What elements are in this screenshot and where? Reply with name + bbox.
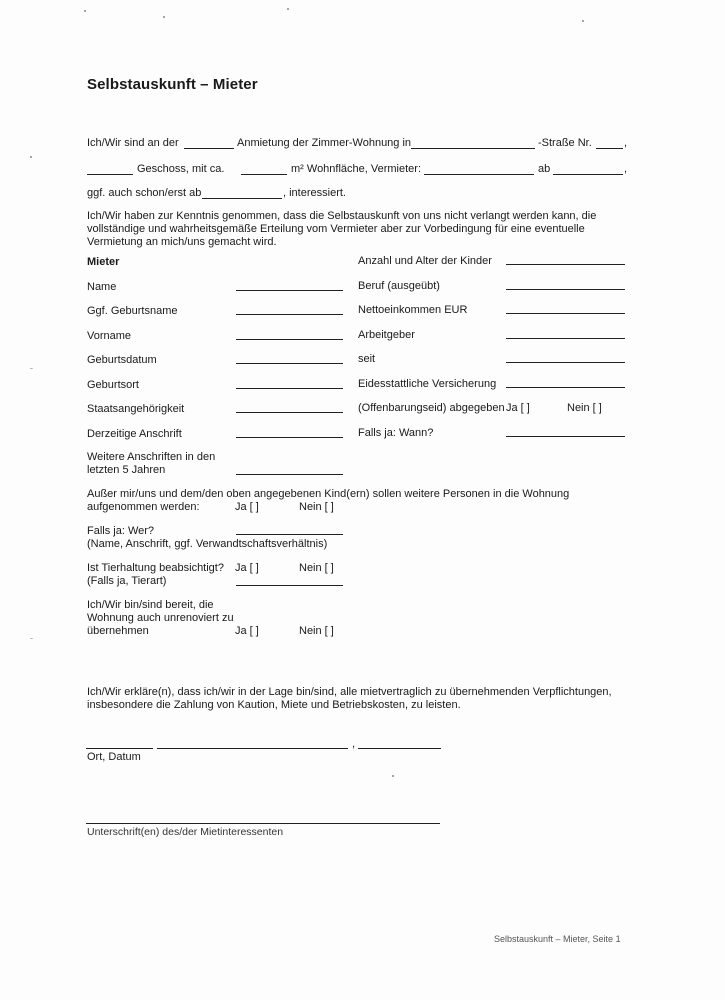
notice-paragraph	[87, 210, 596, 249]
field-label-birth-name: Ggf. Geburtsname	[87, 305, 178, 317]
scan-speck	[30, 368, 33, 369]
scan-speck	[163, 16, 165, 18]
field-label-current-address: Derzeitige Anschrift	[87, 428, 182, 440]
place-date-label: Ort, Datum	[87, 751, 141, 763]
page-title: Selbstauskunft – Mieter	[87, 76, 258, 93]
intro-blank-apartment-rooms[interactable]	[184, 148, 234, 149]
renovate-line: übernehmen	[87, 625, 149, 637]
declaration-line: insbesondere die Zahlung von Kaution, Miete und Betriebskosten, zu leisten.	[87, 699, 461, 711]
scan-speck	[287, 8, 289, 10]
intro-line1-c: -Straße Nr.	[538, 137, 592, 149]
intro-line1-b: Anmietung der Zimmer-Wohnung in	[237, 137, 412, 149]
pets-yes-checkbox[interactable]: Ja [ ]	[235, 562, 259, 574]
persons-no-checkbox[interactable]: Nein [ ]	[299, 501, 334, 513]
further-addresses-line: Weitere Anschriften in den	[87, 451, 216, 463]
persons-who-hint: (Name, Anschrift, ggf. Verwandtschaftsverhältnis)	[87, 538, 328, 550]
field-input-employer[interactable]	[506, 338, 625, 339]
field-input-affidavit[interactable]	[506, 387, 625, 388]
field-input-birth-place[interactable]	[236, 388, 343, 389]
field-label-first-name: Vorname	[87, 330, 132, 342]
declaration-paragraph	[87, 686, 612, 712]
field-label-children: Anzahl und Alter der Kinder	[358, 255, 492, 267]
intro-line3-a: ggf. auch schon/erst ab	[87, 187, 202, 199]
field-input-nationality[interactable]	[236, 412, 343, 413]
pets-question: Ist Tierhaltung beabsichtigt?	[87, 562, 224, 574]
persons-who-input[interactable]	[236, 534, 343, 535]
field-input-birth-date[interactable]	[236, 363, 343, 364]
intro-line2-b: m² Wohnfläche, Vermieter:	[291, 163, 422, 175]
persons-yes-checkbox[interactable]: Ja [ ]	[235, 501, 259, 513]
tenant-heading: Mieter	[87, 256, 120, 268]
notice-line: Vermietung an mich/uns gemacht wird.	[87, 236, 277, 248]
field-label-net-income: Nettoeinkommen EUR	[358, 304, 468, 316]
intro-blank-start-date[interactable]	[202, 198, 282, 199]
field-label-birth-place: Geburtsort	[87, 379, 139, 391]
scan-speck	[84, 10, 86, 12]
persons-line1: Außer mir/uns und dem/den oben angegebenen Kind(ern) sollen weitere Personen in die Wohnung	[87, 488, 570, 500]
intro-blank-from-date[interactable]	[553, 174, 623, 175]
scan-speck	[30, 638, 33, 639]
field-label-since: seit	[358, 353, 376, 365]
intro-blank-city[interactable]	[411, 148, 535, 149]
field-label-affidavit-given: (Offenbarungseid) abgegeben	[358, 402, 505, 414]
field-label-further-addresses	[87, 451, 215, 477]
field-input-further-addresses[interactable]	[236, 474, 343, 475]
field-input-birth-name[interactable]	[236, 314, 343, 315]
renovate-line: Ich/Wir bin/sind bereit, die	[87, 599, 214, 611]
scan-speck	[30, 156, 32, 158]
intro-line2-a: Geschoss, mit ca.	[137, 163, 225, 175]
intro-blank-landlord[interactable]	[424, 174, 534, 175]
intro-blank-street-number[interactable]	[596, 148, 623, 149]
field-input-name[interactable]	[236, 290, 343, 291]
pets-no-checkbox[interactable]: Nein [ ]	[299, 562, 334, 574]
page-footer: Selbstauskunft – Mieter, Seite 1	[494, 934, 621, 944]
place-date-comma: ,	[352, 738, 356, 750]
further-addresses-line: letzten 5 Jahren	[87, 464, 166, 476]
field-label-if-yes-when: Falls ja: Wann?	[358, 427, 434, 439]
field-input-first-name[interactable]	[236, 339, 343, 340]
pets-kind-input[interactable]	[236, 585, 343, 586]
pets-kind-label: (Falls ja, Tierart)	[87, 575, 167, 587]
signature-input[interactable]	[86, 823, 440, 824]
field-input-if-yes-when[interactable]	[506, 436, 625, 437]
intro-line1-a: Ich/Wir sind an der	[87, 137, 179, 149]
field-label-occupation: Beruf (ausgeübt)	[358, 280, 440, 292]
intro-line2-c: ab	[538, 163, 551, 175]
renovate-line: Wohnung auch unrenoviert zu	[87, 612, 234, 624]
field-label-affidavit: Eidesstattliche Versicherung	[358, 378, 497, 390]
renovate-no-checkbox[interactable]: Nein [ ]	[299, 625, 334, 637]
declaration-line: Ich/Wir erkläre(n), dass ich/wir in der Lage bin/sind, alle mietvertraglich zu übernehmenden Verpflichtungen,	[87, 686, 612, 698]
field-input-since[interactable]	[506, 362, 625, 363]
intro-blank-area[interactable]	[241, 174, 287, 175]
renovate-question	[87, 599, 234, 638]
persons-line2: aufgenommen werden:	[87, 501, 200, 513]
persons-who-label: Falls ja: Wer?	[87, 525, 155, 537]
intro-line1-d: ,	[624, 137, 628, 149]
affidavit-no-checkbox[interactable]: Nein [ ]	[567, 402, 602, 414]
notice-line: vollständige und wahrheitsgemäße Erteilung vom Vermieter aber zur Vorbedingung für eine eventuelle	[87, 223, 585, 235]
intro-blank-floor[interactable]	[87, 174, 133, 175]
field-input-occupation[interactable]	[506, 289, 625, 290]
notice-line: Ich/Wir haben zur Kenntnis genommen, dass die Selbstauskunft von uns nicht verlangt werden kann, die	[87, 210, 597, 222]
field-input-current-address[interactable]	[236, 437, 343, 438]
intro-line3-b: , interessiert.	[283, 187, 346, 199]
renovate-yes-checkbox[interactable]: Ja [ ]	[235, 625, 259, 637]
affidavit-yes-checkbox[interactable]: Ja [ ]	[506, 402, 530, 414]
field-label-employer: Arbeitgeber	[358, 329, 415, 341]
place-input-continued[interactable]	[157, 748, 348, 749]
scan-speck	[582, 20, 584, 22]
field-label-birth-date: Geburtsdatum	[87, 354, 157, 366]
scan-speck	[392, 775, 394, 777]
place-input[interactable]	[86, 748, 153, 749]
field-input-net-income[interactable]	[506, 313, 625, 314]
signature-label: Unterschrift(en) des/der Mietinteressenten	[87, 826, 284, 838]
field-label-name: Name	[87, 281, 117, 293]
field-label-nationality: Staatsangehörigkeit	[87, 403, 185, 415]
field-input-children[interactable]	[506, 264, 625, 265]
intro-line2-d: ,	[624, 163, 628, 175]
date-input[interactable]	[358, 748, 441, 749]
